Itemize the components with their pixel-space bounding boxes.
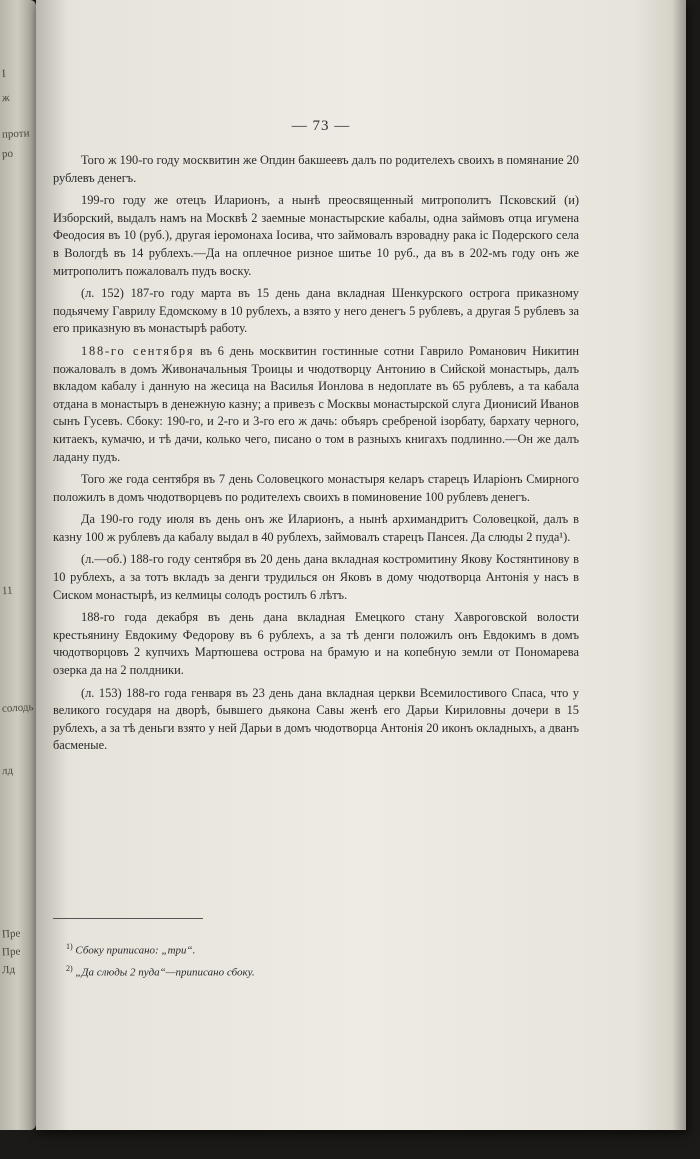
footnote [66,938,486,960]
paragraph: 188-го года декабря въ день дана вкладная Емецкого стану Хавроговской волости крестьянину Евдокиму Федорову въ 6 рублехъ, а за тѣ денги положилъ онъ Евдокимъ в домъ чюдотворцовъ 2 купчихъ Мартюшева острова на брамую и на копебную земли от Пономарева озерка да на 2 полдники. [53,610,579,678]
footnote-mark: 1) [66,942,73,951]
paragraph: (л. 153) 188-го года генваря въ 23 день дана вкладная церкви Всемилостивого Спаса, что у великого государя на дворѣ, бывшего дьякона Савы женѣ его Дарьи Кириловны дочери в 15 рублехъ, а за тѣ деньги взято у ней Дарьи в домъ чюдотворца Антонiя 20 иконъ окладныхъ, а дванъ басменые. [53,685,579,753]
left-page-fragment: Лд [1,963,16,977]
footnote-rule [53,918,203,919]
book-page [36,0,686,1130]
paragraph: Да 190-го году июля въ день онъ же Иларионъ, а нынѣ архимандритъ Соловецкой, далъ в казну 100 ж рублевъ да кабалу выдал в 40 рублехъ, займовалъ старецъ Пансея. Да слюды 2 пуда¹). [53,512,579,544]
paragraph: 199-го году же отецъ Иларионъ, а нынѣ преосвященный митрополитъ Псковский (и) Изборский, выдалъ намъ на Москвѣ 2 заемные монастырские кабалы, одна займовъ отца игумена Феодосия въ 10 (руб.), другая iеромонаха Iосива, что займовалъ взровадну рака iс Подерского села в Вологдѣ въ 14 рублехъ.—Да на оплечное ризное шитье 10 руб., да въ в 202-мъ году онъ же митрополитъ пожаловалъ пудъ воску. [53,193,579,278]
footnotes [66,938,486,981]
left-page-fragment: ж [1,91,10,105]
left-page-fragment: Пре [1,945,21,959]
paragraph-text: въ 6 день москвитин гостинные сотни Гаврило Романович Никитин пожаловалъ в домъ Живоначальныя Троицы и чюдотворцу Антонию в Сийской монастырь, далъ вкладом кабалу i данную на жесица на Василья Ионлова в недоплате въ 65 рублевъ, а та кабала отдана в монастыръ в денежную казну; а привезъ с Москвы монастырской слуга Дионисий Иванов сынъ Гусевъ. Сбоку: 190-го, и 2-го и 3-го его ж дачь: объяръ сребреной iзорбату, бархату черного, китаекъ, кумачю, и тѣ дачи, колько чего, писано о том в разныхъ книгахъ подлинно.—Он же далъ ладану пудъ. [53,343,579,464]
paragraph: Того же года сентября въ 7 день Соловецкого монастыря келаръ старецъ Иларiонъ Смирного положилъ в домъ чюдотворцевъ по родителехъ своихъ в поминовение 100 рублевъ денегъ. [53,472,579,504]
left-page-fragment: Пре [1,927,21,941]
footnote-mark: 2) [66,963,73,973]
left-page-fragment: солодь [1,701,34,715]
footnote [66,960,486,982]
paragraph: Того ж 190-го году москвитин же Опдин бакшеевъ далъ по родителехъ своихъ в помянание 20 рублевъ денегъ. [53,153,579,185]
paragraph: (л.—об.) 188-го году сентября въ 20 день дана вкладная костромитину Якову Костянтинову в 10 рублехъ, а за тотъ вкладъ за денги трудилься он Яковъ в дому чюдотворца Антонiя у насъ в Сиском монастырѣ, из келмицы солодъ ростилъ 6 лѣтъ. [53,552,579,602]
left-page-fragment: лд [1,764,14,778]
paragraph-date-heading: 188-го сентября [81,343,195,358]
paragraph: (л. 152) 187-го году марта въ 15 день дана вкладная Шенкурского острога приказному подьячему Гаврилу Едомскому в 10 рублехъ, а взято у него денегъ 5 рублевъ, а другая 5 рублевъ за его приказную въ монастырѣ работу. [53,286,579,336]
left-page-fragment: ро [1,147,14,161]
page-number: — 73 — [291,118,351,134]
footnote-text: „Да слюды 2 пуда“—приписано сбоку. [75,966,255,979]
left-page-fragment: 11 [1,584,13,598]
footnote-text: Сбоку приписано: „три“. [75,944,196,957]
left-page-fragment: I [1,67,6,81]
paragraph [53,343,579,466]
page-body [53,152,579,760]
left-page-edge [0,0,36,1130]
page-edge-shadow [672,0,686,1130]
left-page-fragment: проти [1,127,30,141]
